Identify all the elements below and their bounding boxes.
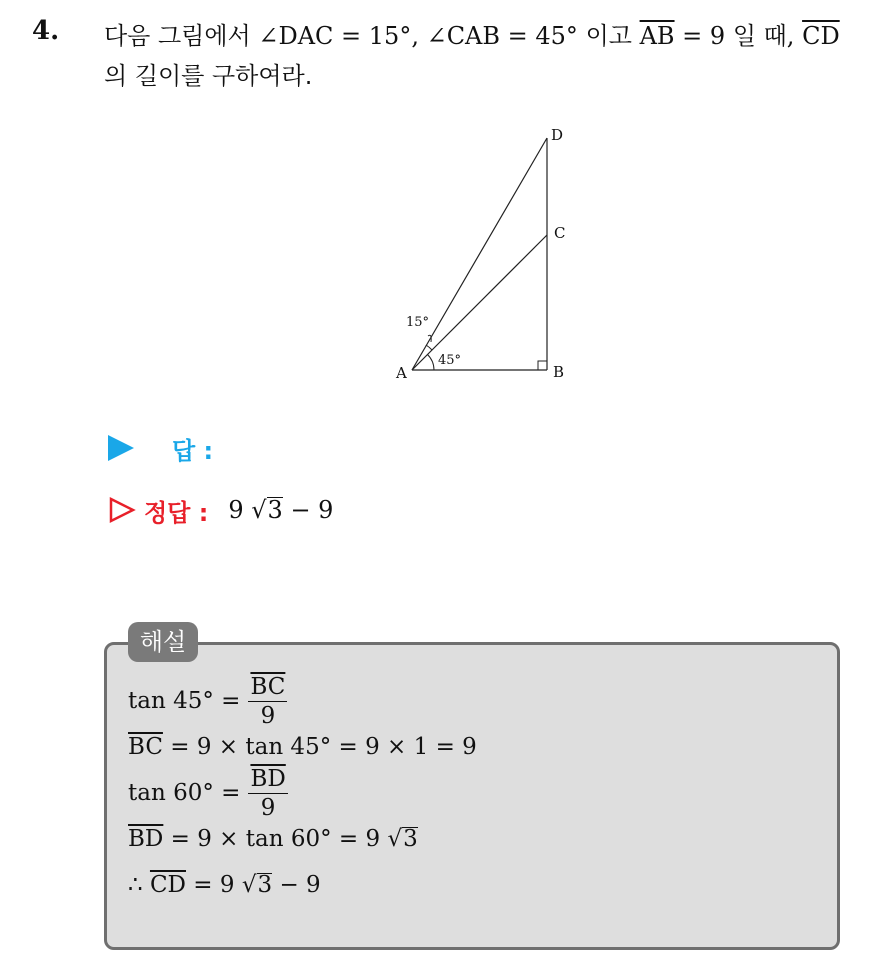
solution-tag: 해설 bbox=[128, 622, 198, 662]
solution-content bbox=[128, 673, 477, 908]
angle-arc-15 bbox=[426, 345, 432, 350]
label-d: D bbox=[551, 126, 564, 144]
question-text-part: 다음 그림에서 bbox=[104, 22, 259, 50]
triangle-figure bbox=[380, 118, 590, 388]
solution-text: − 9 bbox=[272, 872, 321, 898]
label-c: C bbox=[554, 224, 566, 242]
angle-condition: ∠DAC = 15°, ∠CAB = 45° bbox=[258, 22, 578, 50]
sqrt-radicand: 3 bbox=[403, 826, 418, 852]
sqrt-radicand: 3 bbox=[257, 872, 273, 898]
fraction-bd-over-9 bbox=[248, 765, 287, 822]
segment-bc: $\overline{BC}$ bbox=[128, 734, 163, 760]
segment-ab: $\overline{AB}$ bbox=[639, 22, 675, 50]
segment-bd: $\overline{BD}$ bbox=[128, 826, 164, 852]
question-line-1 bbox=[104, 16, 864, 56]
correct-answer-label: 정답 : bbox=[144, 498, 209, 527]
play-triangle-icon bbox=[108, 435, 134, 461]
solution-line-2 bbox=[128, 724, 477, 770]
fraction-numerator: $\overline{BC}$ bbox=[250, 673, 286, 700]
question-text-part: = 9 일 때, bbox=[674, 22, 803, 50]
correct-value-suffix: − 9 bbox=[282, 496, 334, 524]
solution-line-1 bbox=[128, 673, 477, 729]
therefore-symbol: ∴ bbox=[128, 872, 150, 898]
line-ad bbox=[412, 138, 547, 370]
question-text-part: 이고 bbox=[577, 22, 640, 50]
answer-label: 답 : bbox=[172, 436, 214, 465]
solution-line-5: ∴ $\overline{CD}$ = 9 √ 3 − 9 bbox=[128, 872, 321, 898]
solution-text: = 9 bbox=[186, 872, 242, 898]
correct-answer-value: 9 √3 − 9 bbox=[228, 496, 334, 524]
question-line-2: 의 길이를 구하여라. bbox=[104, 62, 313, 90]
fraction-denominator: 9 bbox=[260, 702, 276, 729]
label-b: B bbox=[553, 363, 565, 381]
fraction-denominator: 9 bbox=[260, 794, 276, 821]
fraction-numerator: $\overline{BD}$ bbox=[250, 765, 286, 792]
label-angle-15: 15° bbox=[406, 315, 430, 330]
solution-text: tan 45° = bbox=[128, 688, 241, 714]
correct-value-prefix: 9 bbox=[228, 496, 252, 524]
correct-answer-row bbox=[108, 490, 333, 530]
solution-text: tan 60° = bbox=[128, 780, 241, 806]
fraction-bc-over-9 bbox=[248, 673, 287, 730]
question-number: 4. bbox=[32, 16, 60, 46]
segment-cd: $\overline{CD}$ bbox=[802, 22, 840, 50]
angle-arc-45 bbox=[428, 355, 435, 371]
solution-line-3 bbox=[128, 765, 477, 821]
right-angle-mark bbox=[538, 361, 547, 370]
label-a: A bbox=[396, 364, 407, 382]
solution-line-4: $\overline{BD}$ = 9 × tan 60° = 9 √ 3 bbox=[128, 826, 418, 852]
segment-cd: $\overline{CD}$ bbox=[149, 872, 186, 898]
solution-text: = 9 × tan 45° = 9 × 1 = 9 bbox=[162, 734, 477, 760]
outline-triangle-icon bbox=[108, 496, 136, 524]
solution-text: = 9 × tan 60° = 9 bbox=[163, 826, 388, 852]
correct-value-root: 3 bbox=[267, 496, 283, 524]
label-angle-45: 45° bbox=[438, 353, 462, 368]
question-text bbox=[104, 16, 864, 96]
answer-row bbox=[108, 428, 213, 468]
